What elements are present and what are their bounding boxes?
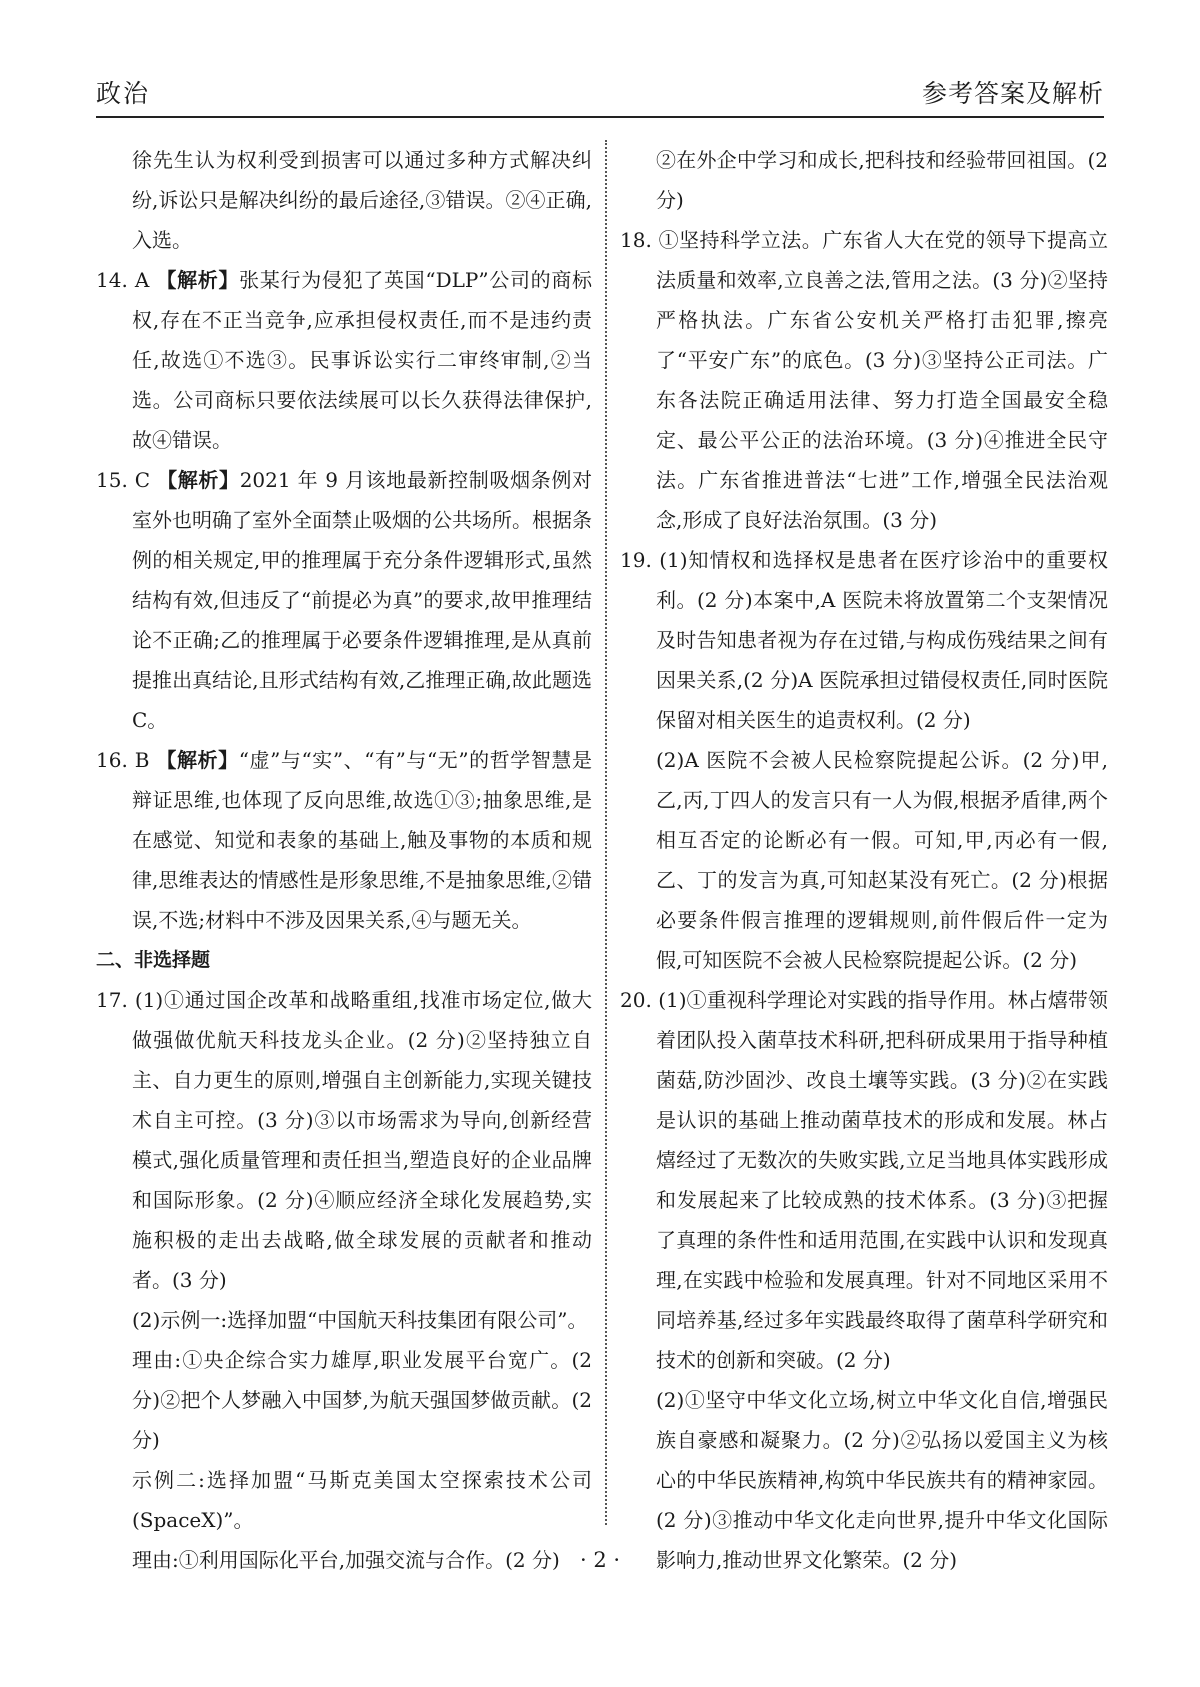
answer-paragraph: (2)示例一:选择加盟“中国航天科技集团有限公司”。: [132, 1308, 588, 1332]
left-column: [96, 140, 592, 1580]
item-text: ①坚持科学立法。广东省人大在党的领导下提高立法质量和效率,立良善之法,管用之法。(3 分)②坚持严格执法。广东省公安机关严格打击犯罪,擦亮了“平安广东”的底色。(3 分)③坚持公正司法。广东各法院正确适用法律、努力打造全国最安全稳定、最公平公正的法治环境。(3 分)④推进全民守法。广东省推进普法“七进”工作,增强全民法治观念,形成了良好法治氛围。(3 分): [656, 228, 1109, 532]
item-text: 2021 年 9 月该地最新控制吸烟条例对室外也明确了室外全面禁止吸烟的公共场所。根据条例的相关规定,甲的推理属于充分条件逻辑形式,虽然结构有效,但违反了“前提必为真”的要求,故甲推理结论不正确;乙的推理属于必要条件逻辑推理,是从真前提推出真结论,且形式结构有效,乙推理正确,故此题选 C。: [132, 468, 593, 732]
answer-item: [620, 220, 1108, 540]
item-number: 18.: [620, 228, 652, 252]
item-text: (1)①重视科学理论对实践的指导作用。林占熺带领着团队投入菌草技术科研,把科研成果用于指导种植菌菇,防沙固沙、改良土壤等实践。(3 分)②在实践是认识的基础上推动菌草技术的形成和发展。林占熺经过了无数次的失败实践,立足当地具体实践形成和发展起来了比较成熟的技术体系。(3 分)③把握了真理的条件性和适用范围,在实践中认识和发现真理,在实践中检验和发展真理。针对不同地区采用不同培养基,经过多年实践最终取得了菌草科学研究和技术的创新和突破。(2 分): [656, 988, 1108, 1372]
item-number: 20.: [620, 988, 652, 1012]
answer-paragraph: 理由:①央企综合实力雄厚,职业发展平台宽广。(2 分)②把个人梦融入中国梦,为航天强国梦做贡献。(2 分): [132, 1348, 592, 1452]
item-text: “虚”与“实”、“有”与“无”的哲学智慧是辩证思维,也体现了反向思维,故选①③;抽象思维,是在感觉、知觉和表象的基础上,触及事物的本质和规律,思维表达的情感性是形象思维,不是抽象思维,②错误,不选;材料中不涉及因果关系,④与题无关。: [132, 748, 592, 932]
answer-paragraph: (2)①坚守中华文化立场,树立中华文化自信,增强民族自豪感和凝聚力。(2 分)②弘扬以爱国主义为核心的中华民族精神,构筑中华民族共有的精神家园。(2 分)③推动中华文化走向世界,提升中华文化国际影响力,推动世界文化繁荣。(2 分): [656, 1388, 1108, 1572]
item-number: 19.: [620, 548, 652, 572]
item-text: (1)①通过国企改革和战略重组,找准市场定位,做大做强做优航天科技龙头企业。(2 分)②坚持独立自主、自力更生的原则,增强自主创新能力,实现关键技术自主可控。(3 分)③以市场需求为导向,创新经营模式,强化质量管理和责任担当,塑造良好的企业品牌和国际形象。(2 分)④顺应经济全球化发展趋势,实施积极的走出去战略,做全球发展的贡献者和推动者。(3 分): [132, 988, 593, 1292]
item-number: 14. A: [96, 268, 150, 292]
column-divider: [605, 140, 607, 1525]
analysis-tag: 【解析】: [157, 468, 240, 492]
analysis-tag: 【解析】: [156, 748, 239, 772]
section-heading: 二、非选择题: [96, 949, 211, 971]
item-number: 17.: [96, 988, 128, 1012]
page-title: 参考答案及解析: [921, 79, 1104, 108]
header-rule: [96, 116, 1104, 118]
answer-item: [96, 740, 592, 940]
answer-item: [620, 540, 1108, 740]
answer-paragraph: 理由:①利用国际化平台,加强交流与合作。(2 分): [132, 1548, 560, 1572]
item-number: 15. C: [96, 468, 151, 492]
page-number: · 2 ·: [579, 1548, 621, 1572]
answer-paragraph: (2)A 医院不会被人民检察院提起公诉。(2 分)甲,乙,丙,丁四人的发言只有一人为假,根据矛盾律,两个相互否定的论断必有一假。可知,甲,丙必有一假,乙、丁的发言为真,可知赵某没有死亡。(2 分)根据必要条件假言推理的逻辑规则,前件假后件一定为假,可知医院不会被人民检察院提起公诉。(2 分): [656, 748, 1108, 972]
page-header: [96, 74, 1104, 114]
subject-label: 政治: [96, 79, 151, 108]
answer-paragraph: ②在外企中学习和成长,把科技和经验带回祖国。(2 分): [656, 148, 1108, 212]
answer-item: [96, 260, 592, 460]
answer-item: [620, 980, 1108, 1380]
item-text: 张某行为侵犯了英国“DLP”公司的商标权,存在不正当竞争,应承担侵权责任,而不是违约责任,故选①不选③。民事诉讼实行二审终审制,②当选。公司商标只要依法续展可以长久获得法律保护,故④错误。: [132, 268, 593, 452]
answer-item: [96, 980, 592, 1300]
right-column: [620, 140, 1108, 1580]
item-text: (1)知情权和选择权是患者在医疗诊治中的重要权利。(2 分)本案中,A 医院未将放置第二个支架情况及时告知患者视为存在过错,与构成伤残结果之间有因果关系,(2 分)A 医院承担过错侵权责任,同时医院保留对相关医生的追责权利。(2 分): [656, 548, 1108, 732]
item-number: 16. B: [96, 748, 150, 772]
answer-paragraph: 徐先生认为权利受到损害可以通过多种方式解决纠纷,诉讼只是解决纠纷的最后途径,③错误。②④正确,入选。: [132, 148, 592, 252]
answer-item: [96, 460, 592, 740]
answer-paragraph: 示例二:选择加盟“马斯克美国太空探索技术公司(SpaceX)”。: [132, 1468, 592, 1532]
analysis-tag: 【解析】: [156, 268, 240, 292]
